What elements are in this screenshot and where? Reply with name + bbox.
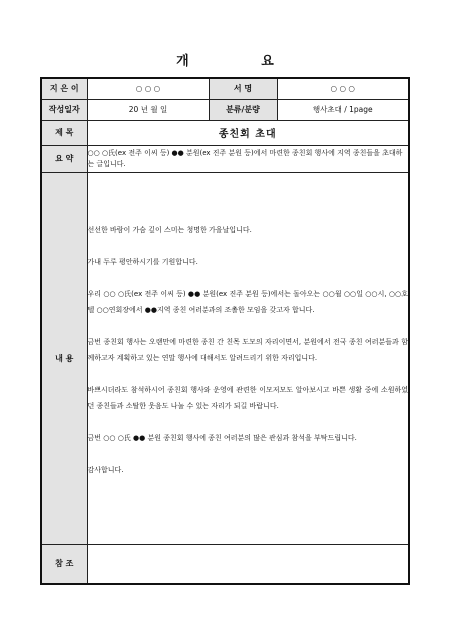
category-label: 분류/분량 — [209, 99, 277, 120]
content-paragraph: 가내 두루 평안하시기를 기원합니다. — [87, 258, 198, 266]
content-paragraph: 금번 ○○ ○氏 ●● 분원 종친회 행사에 종친 여러분의 많은 관심과 참석을 부탁드립니다. — [87, 434, 357, 442]
summary-text: ○○ ○氏(ex 전주 이씨 등) ●● 분원(ex 진주 분원 등)에서 마련한 종친회 행사에 지역 종친들을 초대하는 글입니다. — [87, 145, 409, 172]
subject-label: 제 목 — [41, 120, 87, 145]
content-paragraph: 바쁘시더라도 참석하시어 종친회 행사와 운영에 관련한 이모저모도 알아보시고 바쁜 생활 중에 소원하였던 종친들과 소탈한 웃음도 나눌 수 있는 자리가 되길 바랍니다. — [87, 386, 408, 410]
summary-label: 요 약 — [41, 145, 87, 172]
document-title: 개 요 — [176, 54, 308, 69]
reference-value — [87, 544, 409, 584]
signature-value: ○ ○ ○ — [277, 78, 409, 99]
content-paragraph: 금번 종친회 행사는 오랜만에 마련한 종친 간 친목 도모의 자리이면서, 분원에서 전국 종친 여러분들과 함께하고자 계획하고 있는 연말 행사에 대해서도 알려드리기 위한 자리입니다. — [87, 338, 408, 362]
category-value: 행사초대 / 1page — [277, 99, 409, 120]
content-paragraph: 감사합니다. — [87, 466, 124, 474]
content-paragraph: 우리 ○○ ○氏(ex 전주 이씨 등) ●● 분원(ex 진주 분원 등)에서는 돌아오는 ○○월 ○○일 ○○시, ○○호텔 ○○연회장에서 ●●지역 종친 여러분과의 조촐한 모임을 갖고자 합니다. — [87, 290, 408, 314]
date-label: 작성일자 — [41, 99, 87, 120]
content-label: 내 용 — [41, 172, 87, 544]
author-label: 지 은 이 — [41, 78, 87, 99]
reference-label: 참 조 — [41, 544, 87, 584]
content-paragraph: 선선한 바람이 가슴 깊이 스미는 청명한 가을날입니다. — [87, 226, 252, 234]
signature-label: 서 명 — [209, 78, 277, 99]
date-value: 20 년 월 일 — [87, 99, 209, 120]
subject-value: 종친회 초대 — [87, 120, 409, 145]
author-value: ○ ○ ○ — [87, 78, 209, 99]
overview-form — [40, 77, 410, 585]
content-body — [87, 172, 409, 544]
